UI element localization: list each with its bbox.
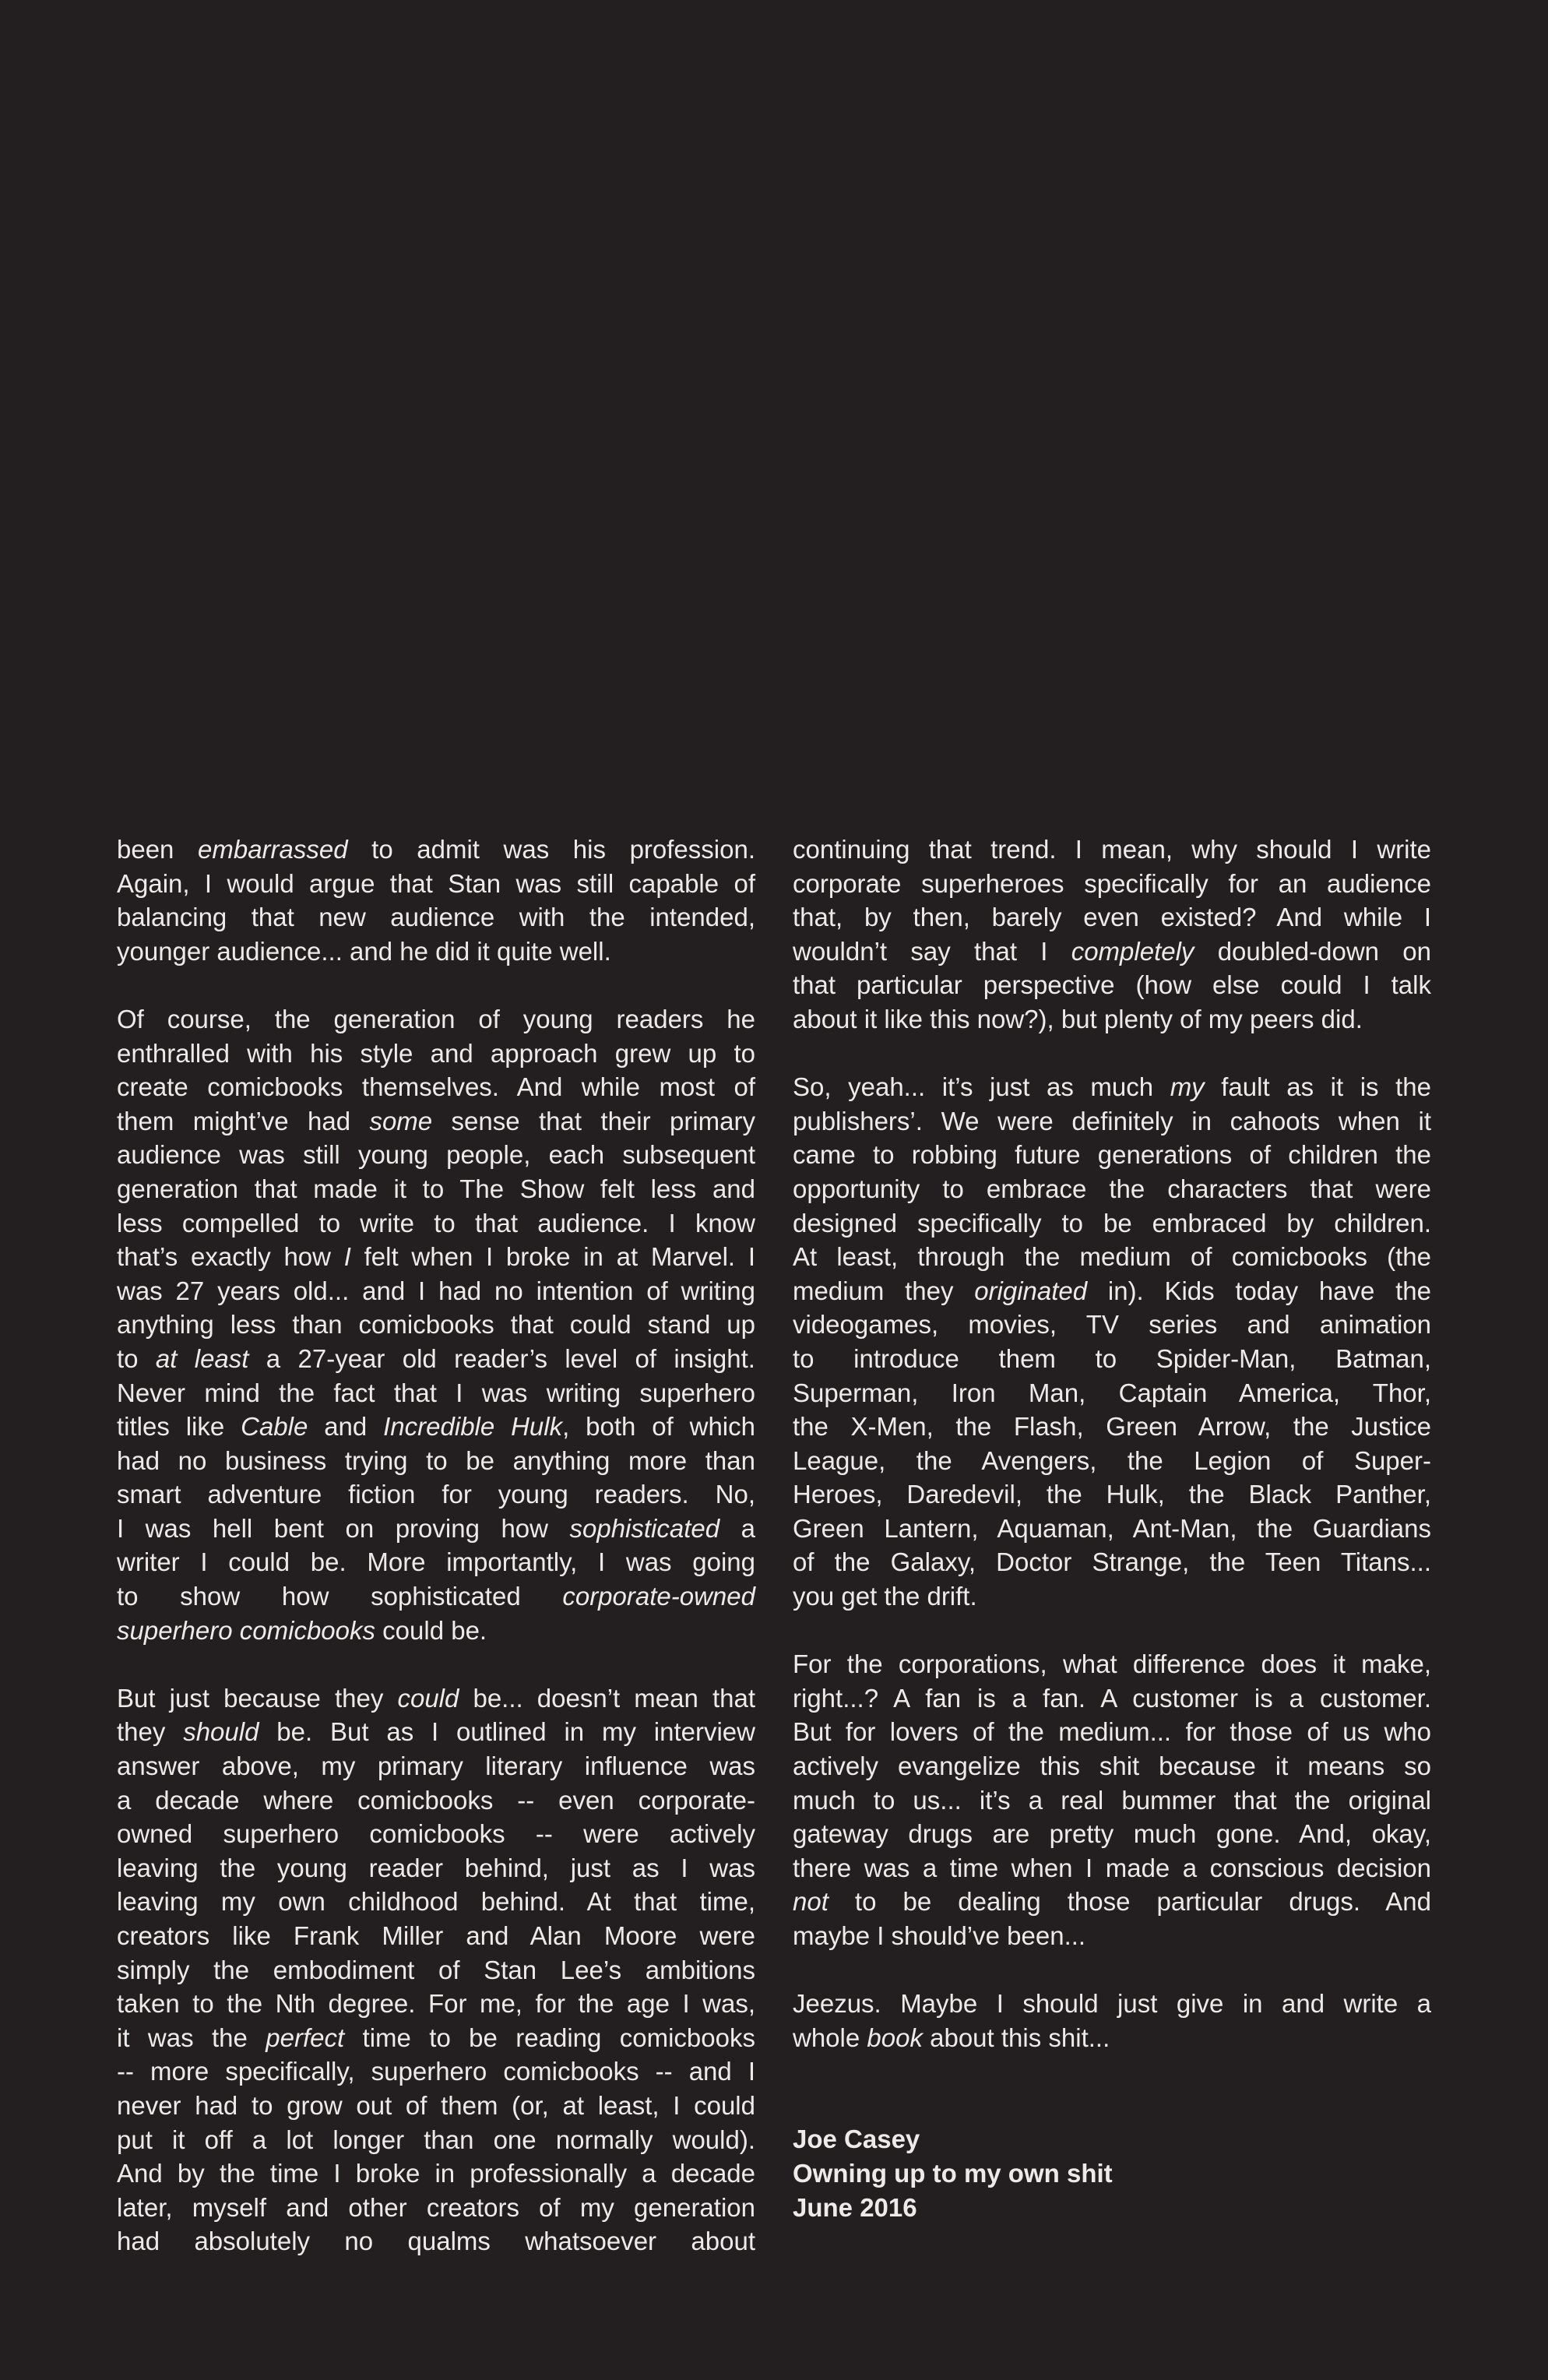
left-column — [117, 833, 755, 2293]
text-run: opportunity to embrace the characters that were — [793, 1174, 1431, 1203]
text-line — [117, 1783, 755, 1818]
text-line — [117, 1104, 755, 1139]
text-run: designed specifically to be embraced by children. — [793, 1208, 1431, 1238]
text-line — [117, 900, 755, 935]
paragraph — [793, 1070, 1431, 1614]
text-run: medium they — [793, 1276, 975, 1305]
text-run: publishers’. We were definitely in cahoots when it — [793, 1106, 1431, 1135]
paragraph — [793, 1647, 1431, 1952]
text-line — [117, 1444, 755, 1478]
text-line — [793, 935, 1431, 969]
text-run: Heroes, Daredevil, the Hulk, the Black Panther, — [793, 1480, 1431, 1509]
text-line — [117, 1987, 755, 2021]
text-run: doubled-down on — [1194, 936, 1431, 966]
text-line — [117, 1410, 755, 1444]
italic-emphasis: should — [183, 1717, 259, 1747]
italic-emphasis: Cable — [241, 1412, 308, 1442]
text-line — [117, 833, 755, 867]
text-line — [117, 867, 755, 901]
text-run: was 27 years old... and I had no intention of writing — [117, 1276, 755, 1305]
text-line — [117, 1919, 755, 1953]
italic-emphasis: completely — [1071, 936, 1194, 966]
text-run: much to us... it’s a real bummer that the original — [793, 1785, 1431, 1815]
signature-tagline: Owning up to my own shit — [793, 2158, 1113, 2188]
text-run: Again, I would argue that Stan was still capable of — [117, 868, 755, 898]
text-run: felt when I broke in at Marvel. I — [350, 1242, 755, 1272]
text-run: videogames, movies, TV series and animation — [793, 1310, 1431, 1340]
text-run: League, the Avengers, the Legion of Super- — [793, 1445, 1431, 1475]
text-run: continuing that trend. I mean, why should I write — [793, 835, 1431, 864]
text-run: actively evangelize this shit because it means so — [793, 1752, 1431, 1781]
text-run: less compelled to write to that audience. I know — [117, 1208, 755, 1238]
text-line — [793, 1342, 1431, 1376]
text-run: owned superhero comicbooks -- were actively — [117, 1819, 755, 1849]
text-run: simply the embodiment of Stan Lee’s ambitions — [117, 1955, 755, 1984]
text-run: it was the — [117, 2023, 266, 2052]
text-run: came to robbing future generations of children the — [793, 1140, 1431, 1170]
text-line — [793, 2021, 1431, 2055]
italic-emphasis: superhero comicbooks — [117, 1615, 375, 1645]
text-line — [793, 1512, 1431, 1546]
text-run: be... doesn’t mean that — [459, 1683, 756, 1713]
text-run: to — [117, 1343, 156, 1373]
italic-emphasis: book — [867, 2023, 923, 2052]
text-run: taken to the Nth degree. For me, for the age I was, — [117, 1989, 755, 2019]
signature-block — [793, 2122, 1431, 2224]
italic-emphasis: Incredible Hulk — [383, 1412, 563, 1442]
text-run: a decade where comicbooks -- even corporate- — [117, 1785, 755, 1815]
text-line — [793, 1749, 1431, 1783]
italic-emphasis: perfect — [266, 2023, 345, 2052]
text-line — [117, 1817, 755, 1851]
text-line — [793, 1172, 1431, 1206]
text-line — [117, 1851, 755, 1885]
text-line — [117, 2123, 755, 2157]
text-run: answer above, my primary literary influence was — [117, 1752, 755, 1781]
text-line — [117, 1512, 755, 1546]
text-run: Superman, Iron Man, Captain America, Thor, — [793, 1378, 1431, 1407]
text-line — [117, 1579, 755, 1614]
text-line — [793, 1376, 1431, 1410]
text-line — [117, 1002, 755, 1037]
text-line — [793, 1681, 1431, 1716]
text-run: wouldn’t say that I — [793, 936, 1071, 966]
text-line — [117, 1308, 755, 1342]
paragraph — [117, 1002, 755, 1647]
paragraph — [117, 833, 755, 968]
text-line — [117, 1715, 755, 1749]
text-line — [793, 1274, 1431, 1308]
text-line — [117, 1885, 755, 1919]
text-run: writer I could be. More importantly, I was going — [117, 1547, 755, 1577]
text-run: balancing that new audience with the intended, — [117, 903, 755, 932]
text-line — [117, 2224, 755, 2259]
text-line — [793, 833, 1431, 867]
text-run: gateway drugs are pretty much gone. And, okay, — [793, 1819, 1431, 1849]
text-run: anything less than comicbooks that could stand up — [117, 1310, 755, 1340]
text-line — [793, 1545, 1431, 1579]
text-line — [117, 1376, 755, 1410]
text-line — [117, 1138, 755, 1172]
text-line — [793, 1002, 1431, 1037]
text-run: to admit was his profession. — [347, 835, 755, 864]
italic-emphasis: embarrassed — [198, 835, 348, 864]
paragraph — [117, 1681, 755, 2259]
text-run: about this shit... — [922, 2023, 1110, 2052]
text-line — [793, 1647, 1431, 1681]
text-run: So, yeah... it’s just as much — [793, 1072, 1170, 1102]
text-line — [793, 1715, 1431, 1749]
italic-emphasis: at least — [155, 1343, 249, 1373]
text-line — [117, 1545, 755, 1579]
text-run: -- more specifically, superhero comicbooks -- and I — [117, 2057, 755, 2086]
text-line — [793, 1477, 1431, 1512]
text-run: in). Kids today have the — [1087, 1276, 1431, 1305]
text-line — [793, 1410, 1431, 1444]
italic-emphasis: could — [397, 1683, 459, 1713]
text-line — [117, 1749, 755, 1783]
text-run: I was hell bent on proving how — [117, 1513, 570, 1543]
text-run: that, by then, barely even existed? And while I — [793, 903, 1431, 932]
text-run: corporate superheroes specifically for an audience — [793, 868, 1431, 898]
text-line — [117, 1953, 755, 1987]
text-line — [793, 900, 1431, 935]
text-line — [793, 1851, 1431, 1885]
italic-emphasis: corporate-owned — [562, 1582, 755, 1611]
text-run: could be. — [375, 1615, 487, 1645]
right-column — [793, 833, 1431, 2224]
text-run: For the corporations, what difference does it make, — [793, 1649, 1431, 1679]
text-run: about it like this now?), but plenty of my peers did. — [793, 1004, 1363, 1033]
text-line — [117, 2021, 755, 2055]
text-run: to be dealing those particular drugs. And — [828, 1887, 1431, 1917]
text-run: been — [117, 835, 198, 864]
text-line — [793, 1444, 1431, 1478]
text-run: generation that made it to The Show felt less and — [117, 1174, 755, 1203]
text-run: Green Lantern, Aquaman, Ant-Man, the Guardians — [793, 1513, 1431, 1543]
italic-emphasis: sophisticated — [569, 1513, 720, 1543]
text-line — [117, 935, 755, 969]
text-line — [117, 1681, 755, 1716]
text-run: they — [117, 1717, 184, 1747]
text-run: At least, through the medium of comicbooks (the — [793, 1242, 1431, 1272]
text-run: put it off a lot longer than one normally would). — [117, 2125, 755, 2154]
text-run: enthralled with his style and approach grew up to — [117, 1038, 755, 1068]
text-run: to introduce them to Spider-Man, Batman, — [793, 1343, 1431, 1373]
text-line — [117, 2089, 755, 2123]
text-run: you get the drift. — [793, 1582, 977, 1611]
text-line — [793, 1138, 1431, 1172]
text-line — [117, 1172, 755, 1206]
text-line — [793, 867, 1431, 901]
italic-emphasis: originated — [974, 1276, 1088, 1305]
text-run: time to be reading comicbooks — [344, 2023, 755, 2052]
text-line — [117, 1614, 755, 1648]
text-line — [793, 1240, 1431, 1274]
text-line — [117, 1342, 755, 1376]
text-run: fault as it is the — [1204, 1072, 1431, 1102]
text-line — [793, 1783, 1431, 1818]
signature-date: June 2016 — [793, 2192, 917, 2222]
text-run: And by the time I broke in professionally a decade — [117, 2159, 755, 2188]
text-run: of the Galaxy, Doctor Strange, the Teen Titans... — [793, 1547, 1431, 1577]
text-run: titles like — [117, 1412, 241, 1442]
text-run: Of course, the generation of young readers he — [117, 1004, 755, 1033]
text-run: that particular perspective (how else could I talk — [793, 970, 1431, 1000]
text-run: whole — [793, 2023, 867, 2052]
italic-emphasis: I — [343, 1242, 351, 1272]
text-line — [117, 2191, 755, 2225]
text-run: a 27-year old reader’s level of insight. — [248, 1343, 755, 1373]
text-run: to show how sophisticated — [117, 1582, 563, 1611]
text-line — [793, 1070, 1431, 1104]
text-run: leaving my own childhood behind. At that time, — [117, 1887, 755, 1917]
text-run: create comicbooks themselves. And while most of — [117, 1072, 755, 1102]
text-run: that’s exactly how — [117, 1242, 344, 1272]
text-run: the X-Men, the Flash, Green Arrow, the Justice — [793, 1412, 1431, 1442]
signature-name: Joe Casey — [793, 2125, 920, 2154]
text-line — [117, 1274, 755, 1308]
text-line — [793, 968, 1431, 1002]
text-run: be. But as I outlined in my interview — [259, 1717, 755, 1747]
text-run: smart adventure fiction for young readers. No, — [117, 1480, 755, 1509]
text-run: right...? A fan is a fan. A customer is a customer. — [793, 1683, 1431, 1713]
text-line — [117, 1206, 755, 1241]
italic-emphasis: my — [1170, 1072, 1205, 1102]
text-line — [793, 1104, 1431, 1139]
text-run: But just because they — [117, 1683, 398, 1713]
text-run: Never mind the fact that I was writing superhero — [117, 1378, 755, 1407]
text-run: younger audience... and he did it quite well. — [117, 936, 611, 966]
text-run: them might’ve had — [117, 1106, 370, 1135]
text-run: , both of which — [562, 1412, 755, 1442]
text-run: leaving the young reader behind, just as I was — [117, 1853, 755, 1882]
text-line — [793, 1919, 1431, 1953]
text-run: Jeezus. Maybe I should just give in and write a — [793, 1989, 1431, 2019]
text-run: had absolutely no qualms whatsoever about — [117, 2227, 755, 2256]
text-line — [793, 1308, 1431, 1342]
paragraph — [793, 833, 1431, 1037]
text-line — [117, 1477, 755, 1512]
text-run: audience was still young people, each subsequent — [117, 1140, 755, 1170]
text-line — [117, 1070, 755, 1104]
text-run: sense that their primary — [432, 1106, 755, 1135]
text-run: creators like Frank Miller and Alan Moore were — [117, 1921, 755, 1950]
text-run: had no business trying to be anything more than — [117, 1445, 755, 1475]
text-line — [793, 1885, 1431, 1919]
paragraph — [793, 1987, 1431, 2054]
text-line — [793, 1987, 1431, 2021]
text-line — [793, 1817, 1431, 1851]
italic-emphasis: not — [793, 1887, 829, 1917]
text-run: and — [308, 1412, 384, 1442]
text-line — [793, 1579, 1431, 1614]
text-run: later, myself and other creators of my generation — [117, 2192, 755, 2222]
text-line — [117, 1240, 755, 1274]
italic-emphasis: some — [369, 1106, 433, 1135]
text-line — [793, 1206, 1431, 1241]
text-run: maybe I should’ve been... — [793, 1921, 1086, 1950]
text-run: never had to grow out of them (or, at least, I could — [117, 2090, 755, 2120]
text-line — [117, 2156, 755, 2191]
text-run: a — [719, 1513, 755, 1543]
text-run: But for lovers of the medium... for those of us who — [793, 1717, 1431, 1747]
text-run: there was a time when I made a conscious decision — [793, 1853, 1431, 1882]
text-line — [117, 2054, 755, 2089]
text-line — [117, 1037, 755, 1071]
